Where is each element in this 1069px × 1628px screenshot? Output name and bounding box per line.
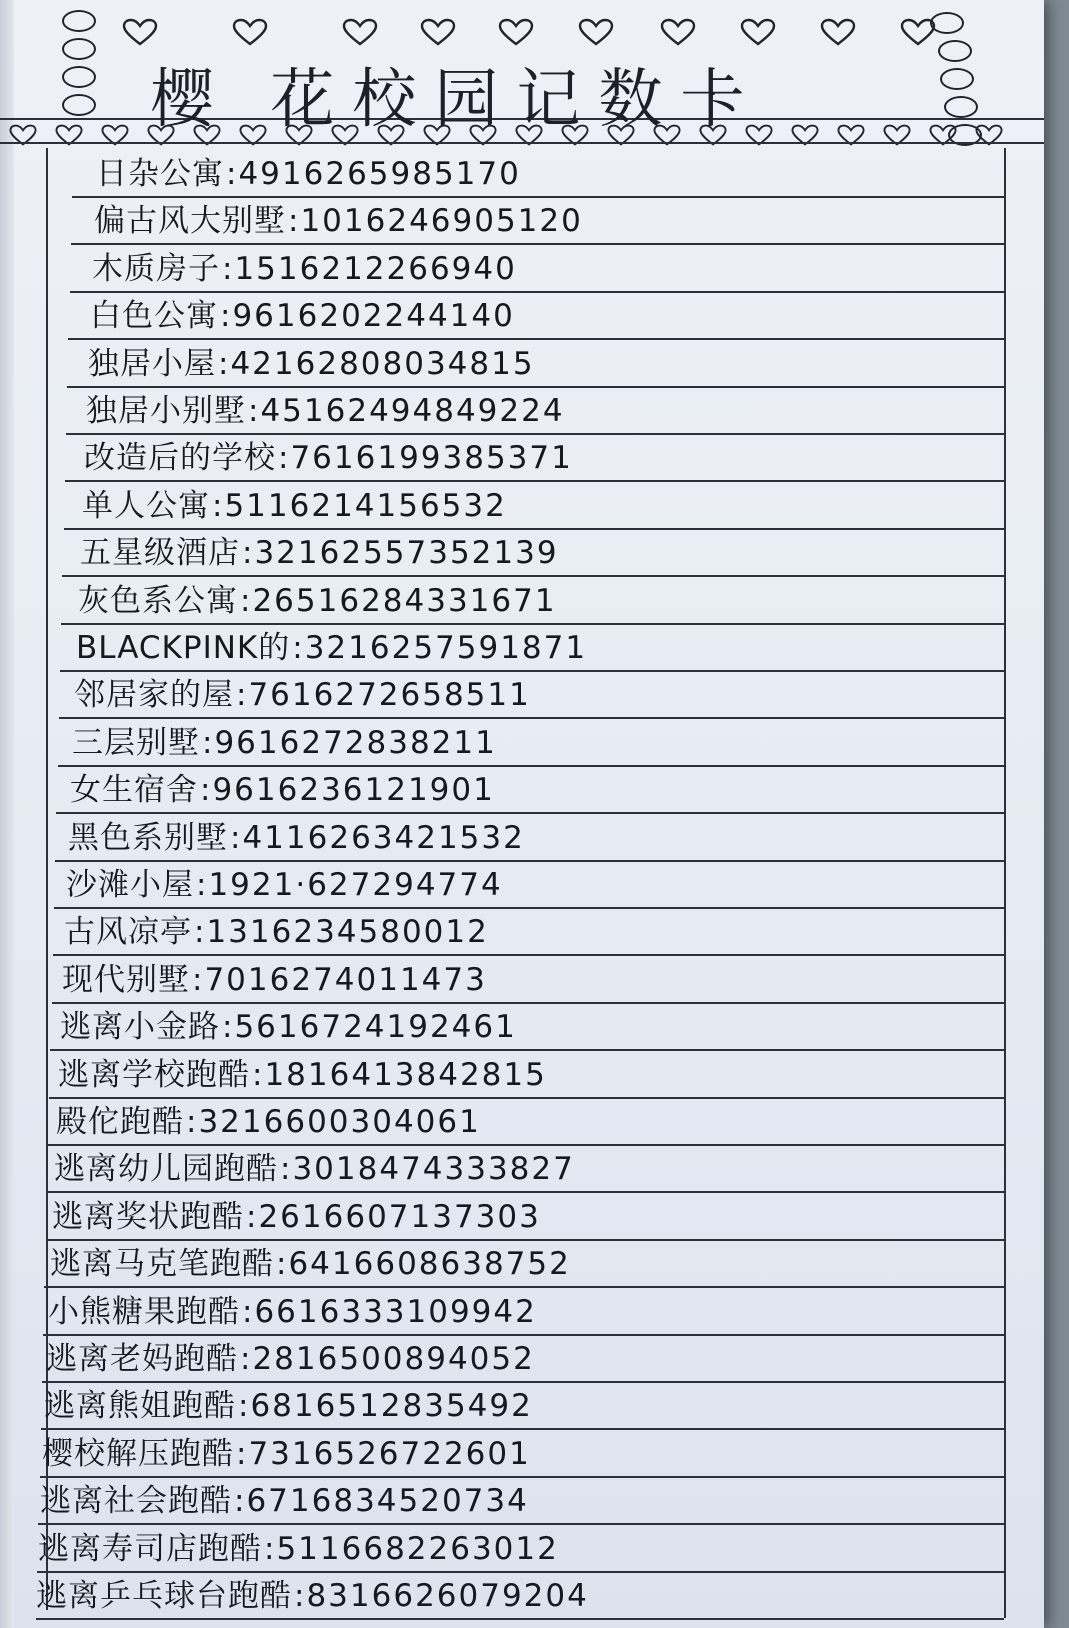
entry-name: 逃离幼儿园跑酷 [54,1151,278,1187]
entry-number: 5116214156532 [224,488,507,524]
list-item [42,1432,531,1476]
entry-name: 逃离学校跑酷 [58,1057,250,1093]
entry-separator: : [222,1009,233,1045]
page-margin-strip [0,0,14,1628]
entry-number: 3018474333827 [292,1151,575,1187]
entry-separator: : [212,488,223,524]
entry-separator: : [292,630,303,666]
ruled-line [61,623,1004,625]
heart-icon [420,18,456,46]
entry-number: 1816413842815 [264,1057,547,1093]
entry-name: 日杂公寓 [96,156,224,192]
entry-separator: : [280,1151,291,1187]
ruled-line [65,480,1004,482]
ruled-line [55,860,1004,862]
entry-name: 改造后的学校 [84,440,276,476]
ruled-line [38,1523,1004,1525]
list-item [86,389,565,433]
ruled-line [54,907,1004,909]
ruled-line [72,196,1004,198]
entry-number: 7316526722601 [248,1436,531,1472]
entry-separator: : [202,725,213,761]
ruled-line [52,1002,1004,1004]
card-title: 樱 花校园记数卡 [150,63,763,137]
entry-name: 灰色系公寓 [78,583,238,619]
entry-number: 5616724192461 [234,1009,517,1045]
list-item [80,531,559,575]
entry-name: 单人公寓 [82,488,210,524]
ruled-line [42,1381,1004,1383]
entry-number: 1516212266940 [234,251,517,287]
list-item [62,958,487,1002]
entry-separator: : [234,1483,245,1519]
ruled-line [67,386,1004,388]
entry-name: 殿佗跑酷 [56,1104,184,1140]
ruled-line [41,1428,1004,1430]
entry-name: 现代别墅 [62,962,190,998]
list-item [78,579,557,623]
entry-name: 偏古风大别墅 [94,203,286,239]
entry-number: 2616607137303 [258,1199,541,1235]
entry-number: 4116263421532 [242,820,525,856]
chain-ring-icon [940,68,974,90]
entry-number: 7616199385371 [290,440,573,476]
entry-separator: : [186,1104,197,1140]
heart-icon [232,18,268,46]
entry-number: 26516284331671 [252,583,557,619]
ruled-line [58,765,1004,767]
entry-separator: : [240,583,251,619]
list-item [72,721,497,765]
entry-name: 白色公寓 [90,298,218,334]
list-item [74,673,531,717]
ruled-line [70,291,1004,293]
entry-separator: : [226,156,237,192]
entry-number: 7016274011473 [204,962,487,998]
list-item [76,626,587,670]
list-item [90,294,515,338]
list-item [82,484,507,528]
list-item [40,1479,529,1523]
entry-number: 6616333109942 [254,1294,537,1330]
entry-name: 沙滩小屋 [66,867,194,903]
ruled-line [47,1191,1004,1193]
list-item [88,342,535,386]
list-item [54,1147,575,1191]
entry-name: 小熊糖果跑酷 [48,1294,240,1330]
list-item [52,1195,541,1239]
entry-separator: : [246,1199,257,1235]
ruled-line [46,1239,1004,1241]
entry-name: 女生宿舍 [70,772,198,808]
entry-name: 逃离老妈跑酷 [46,1341,238,1377]
ruled-line [49,1097,1004,1099]
ruled-line [64,528,1004,530]
list-item [48,1290,537,1334]
entry-separator: : [288,203,299,239]
heart-icon [820,18,856,46]
list-item [84,436,573,480]
ruled-line [62,575,1004,577]
list-item [64,910,489,954]
entry-number: 1316234580012 [206,914,489,950]
ruled-line [59,717,1004,719]
entry-name: 独居小屋 [88,346,216,382]
list-item [96,152,521,196]
entry-name: 逃离小金路 [60,1009,220,1045]
entry-name: 三层别墅 [72,725,200,761]
entry-name: BLACKPINK的 [76,630,291,666]
list-item [46,1337,535,1381]
entry-separator: : [200,772,211,808]
entry-number: 45162494849224 [260,393,565,429]
entry-separator: : [252,1057,263,1093]
chain-ring-icon [944,96,978,118]
entry-separator: : [238,1388,249,1424]
entry-separator: : [218,346,229,382]
entry-name: 独居小别墅 [86,393,246,429]
entry-separator: : [248,393,259,429]
entry-number: 9616202244140 [232,298,515,334]
entry-separator: : [220,298,231,334]
entry-number: 42162808034815 [230,346,535,382]
heart-icon [740,18,776,46]
ruled-line [71,243,1004,245]
ruled-line [48,1144,1004,1146]
list-item [56,1100,481,1144]
entry-separator: : [222,251,233,287]
entry-number: 9616272838211 [214,725,497,761]
entry-number: 7616272658511 [248,677,531,713]
entry-number: 2816500894052 [252,1341,535,1377]
chain-ring-icon [930,12,964,34]
ruled-line [37,1571,1004,1573]
heart-icon [578,18,614,46]
entry-name: 逃离社会跑酷 [40,1483,232,1519]
entry-number: 8316626079204 [306,1578,589,1614]
entry-number: 6816512835492 [250,1388,533,1424]
entry-name: 樱校解压跑酷 [42,1436,234,1472]
ruled-line [36,1618,1004,1620]
chain-ring-icon [62,10,96,32]
entry-separator: : [294,1578,305,1614]
list-item [68,816,525,860]
entry-name: 逃离乒乓球台跑酷 [36,1578,292,1614]
entry-number: 3216600304061 [198,1104,481,1140]
list-item [38,1527,559,1571]
entry-separator: : [230,820,241,856]
entry-separator: : [242,1294,253,1330]
entry-number: 6416608638752 [288,1246,571,1282]
chain-ring-icon [62,66,96,88]
ruled-line [56,812,1004,814]
list-item [36,1574,589,1618]
entry-separator: : [240,1341,251,1377]
entry-number: 9616236121901 [212,772,495,808]
entry-name: 木质房子 [92,251,220,287]
list-item [58,1053,547,1097]
heart-icon [660,18,696,46]
entry-separator: : [236,677,247,713]
heart-icon [122,18,158,46]
entry-separator: : [242,535,253,571]
entry-name: 逃离熊姐跑酷 [44,1388,236,1424]
list-item [66,863,503,907]
entry-separator: : [276,1246,287,1282]
entry-name: 逃离马克笔跑酷 [50,1246,274,1282]
entry-name: 黑色系别墅 [68,820,228,856]
ruled-line [60,670,1004,672]
entry-separator: : [236,1436,247,1472]
entry-number: 6716834520734 [246,1483,529,1519]
entry-number: 1016246905120 [300,203,583,239]
entry-number: 4916265985170 [238,156,521,192]
entry-frame-right-edge [1004,148,1006,1618]
entry-number: 5116682263012 [276,1531,559,1567]
entry-name: 古风凉亭 [64,914,192,950]
chain-ring-icon [938,40,972,62]
heart-icon [498,18,534,46]
entry-separator: : [194,914,205,950]
entry-separator: : [278,440,289,476]
entry-number: 32162557352139 [254,535,559,571]
entry-separator: : [192,962,203,998]
list-item [60,1005,517,1049]
entry-separator: : [264,1531,275,1567]
chain-ring-icon [62,38,96,60]
ruled-line [66,433,1004,435]
ruled-line [40,1476,1004,1478]
list-item [50,1242,571,1286]
ruled-line [53,954,1004,956]
entry-name: 五星级酒店 [80,535,240,571]
ruled-line [44,1286,1004,1288]
entry-number: 1921·627294774 [208,867,503,903]
chain-ring-icon [62,94,96,116]
list-item [70,768,495,812]
entry-name: 邻居家的屋 [74,677,234,713]
entry-name: 逃离寿司店跑酷 [38,1531,262,1567]
entry-number: 3216257591871 [304,630,588,666]
ruled-line [50,1049,1004,1051]
list-item [94,199,583,243]
ruled-line [43,1334,1004,1336]
ruled-line [68,338,1004,340]
entry-separator: : [196,867,207,903]
list-item [92,247,517,291]
entry-name: 逃离奖状跑酷 [52,1199,244,1235]
heart-icon [342,18,378,46]
list-item [44,1384,533,1428]
